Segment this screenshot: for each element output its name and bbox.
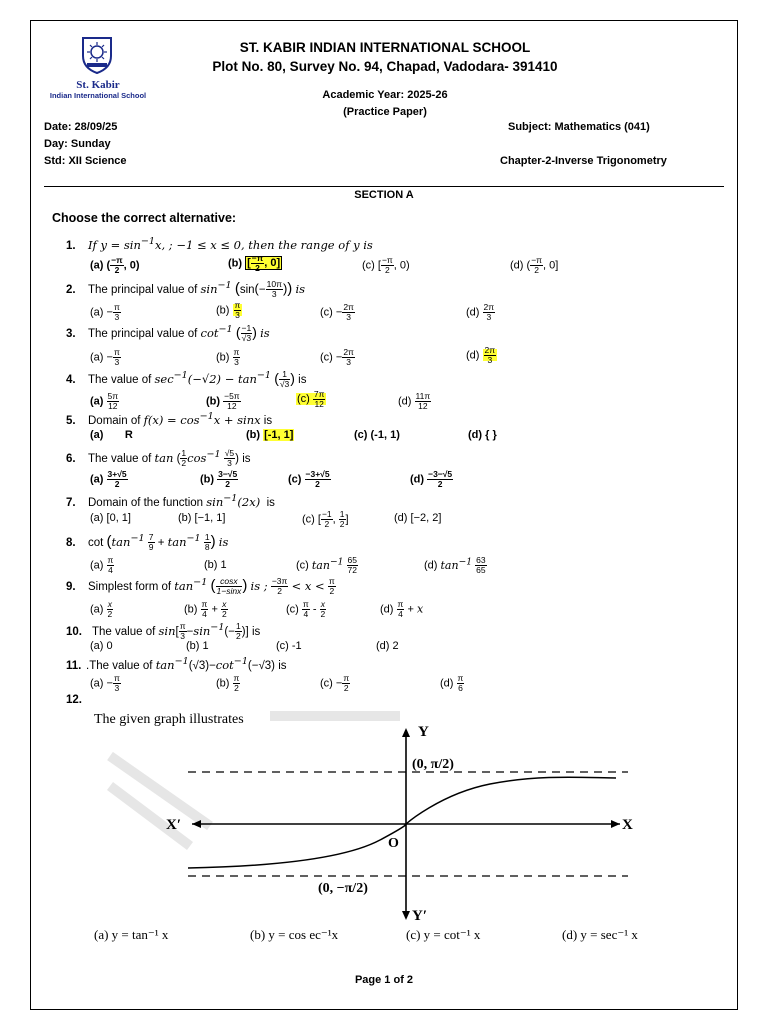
q4-option-b: (b) $\frac{-5\pi}{12}$ xyxy=(206,391,240,411)
school-header xyxy=(150,38,620,76)
top-asymptote-label: (0, π/2) xyxy=(412,757,454,772)
q6-option-c: (c) $\frac{-3+√5}{2}$ xyxy=(288,469,330,489)
chapter-label: Chapter-2-Inverse Trigonometry xyxy=(500,155,667,167)
bottom-asymptote-label: (0, −π/2) xyxy=(318,881,368,896)
q8-option-a: (a) $\frac{\pi}{4}$ xyxy=(90,555,114,575)
school-logo xyxy=(46,36,150,102)
question-7: 7. Domain of the function $\sin^{-1}(2x)$ is xyxy=(66,493,275,509)
question-10: 10. The value of sin[ $\frac{\pi}{3}$ $-\sin^{-1}(-$ $\frac{1}{2}$ )] is xyxy=(66,621,261,642)
graph-caption: The given graph illustrates xyxy=(94,712,244,727)
question-2: 2. The principal value of $\sin^{-1} (\sin(-$ $\frac{10\pi}{3}$ )) is xyxy=(66,279,306,300)
q4-option-a: (a) $\frac{5\pi}{12}$ xyxy=(90,391,119,411)
q6-option-a: (a) $\frac{3+√5}{2}$ xyxy=(90,469,127,489)
school-crest-icon xyxy=(80,36,114,74)
day-label: Day: Sunday xyxy=(44,138,111,150)
subject-label: Subject: Mathematics (041) xyxy=(508,121,650,133)
q5-option-a: (a) R xyxy=(90,429,133,441)
q1-option-b: (b) [ $\frac{-\pi}{2}$ , 0] xyxy=(228,253,281,273)
q7-option-a: (a) [0, 1] xyxy=(90,512,131,524)
q9-option-a: (a) $\frac{x}{2}$ xyxy=(90,599,113,619)
std-label: Std: XII Science xyxy=(44,155,127,167)
question-8: 8. $\cot (\tan^{-1}$ $\frac{7}{9}$ + $\tan^{-1}$ $\frac{1}{8}$ ) is xyxy=(66,532,229,553)
q2-option-d: (d) $\frac{2\pi}{3}$ xyxy=(466,302,495,322)
section-title: SECTION A xyxy=(354,189,414,201)
q6-option-b: (b) $\frac{3-√5}{2}$ xyxy=(200,469,238,489)
page-footer: Page 1 of 2 xyxy=(354,974,414,986)
q4-option-c: (c) $\frac{7\pi}{12}$ xyxy=(297,389,325,409)
q3-option-b: (b) $\frac{\pi}{3}$ xyxy=(216,347,240,367)
watermark-stripes xyxy=(110,716,400,846)
q8-option-c: (c) $\tan^{-1}$ $\frac{65}{72}$ xyxy=(296,555,357,576)
graph-option-c: (c) y = cot⁻¹ x xyxy=(406,927,481,942)
q2-option-b: (b) $\frac{\pi}{3}$ xyxy=(216,300,241,320)
school-name: ST. KABIR INDIAN INTERNATIONAL SCHOOL xyxy=(239,40,531,55)
q10-option-d: (d) 2 xyxy=(376,640,399,652)
q7-option-b: (b) [−1, 1] xyxy=(178,512,226,524)
question-11: 11. .The value of $\tan^{-1}(√3)-\cot^{-1}(-√3)$ is xyxy=(66,656,287,672)
date-label: Date: 28/09/25 xyxy=(44,121,118,133)
origin-label: O xyxy=(388,836,399,851)
q11-option-a: (a) − $\frac{\pi}{3}$ xyxy=(90,673,120,693)
inverse-tan-graph xyxy=(70,706,670,946)
q9-option-c: (c) $\frac{\pi}{4}$ - $\frac{x}{2}$ xyxy=(286,599,326,619)
q1-option-d: (d) ( $\frac{-\pi}{2}$ , 0] xyxy=(510,255,559,275)
q7-option-c: (c) [ $\frac{-1}{2}$ , $\frac{1}{2}$ ] xyxy=(302,509,349,529)
graph-option-d: (d) y = sec⁻¹ x xyxy=(562,927,638,942)
question-number: 1. xyxy=(66,239,76,252)
school-address: Plot No. 80, Survey No. 94, Chapad, Vadodara- 391410 xyxy=(212,59,558,74)
question-3: 3. The principal value of $\cot^{-1}$ ( $\frac{-1}{√3}$ ) is xyxy=(66,323,270,344)
q5-option-c: (c) (-1, 1) xyxy=(354,429,400,441)
q1-option-a: (a) ( $\frac{-\pi}{2}$ , 0) xyxy=(90,255,140,275)
q10-option-c: (c) -1 xyxy=(276,640,302,652)
x-neg-label: X′ xyxy=(166,817,182,833)
q3-option-c: (c) − $\frac{2\pi}{3}$ xyxy=(320,347,354,367)
y-axis-down-arrow-icon xyxy=(402,911,410,920)
q1-option-c: (c) [ $\frac{-\pi}{2}$ , 0) xyxy=(362,255,410,275)
paper-type: (Practice Paper) xyxy=(343,106,427,118)
graph-option-b: (b) y = cos ec⁻¹x xyxy=(250,927,339,942)
y-axis-up-arrow-icon xyxy=(402,728,410,737)
q7-option-d: (d) [−2, 2] xyxy=(394,512,442,524)
x-axis-right-arrow-icon xyxy=(611,820,620,828)
question-4: 4. The value of $\sec^{-1}(-√2) - \tan^{-1}$ ( $\frac{1}{√3}$ ) is xyxy=(66,369,307,390)
question-5: 5. Domain of $f(x) = \cos^{-1}x + \sin x$ is xyxy=(66,411,273,427)
q5-option-d: (d) { } xyxy=(468,429,497,441)
q6-option-d: (d) $\frac{-3-√5}{2}$ xyxy=(410,469,453,489)
instructions: Choose the correct alternative: xyxy=(52,211,237,225)
academic-year: Academic Year: 2025-26 xyxy=(322,89,448,101)
q5-option-b: (b) [-1, 1] xyxy=(246,429,294,441)
logo-subtitle: Indian International School xyxy=(49,91,147,100)
q10-option-a: (a) 0 xyxy=(90,640,113,652)
q8-option-b: (b) 1 xyxy=(204,559,227,571)
q2-option-c: (c) − $\frac{2\pi}{3}$ xyxy=(320,302,354,322)
q11-option-b: (b) $\frac{\pi}{2}$ xyxy=(216,673,240,693)
question-9: 9. Simplest form of $\tan^{-1}$ ( $\frac{\cos x}{1-\sin x}$ ) is ; $\frac{-3\pi}{2}$ < x < $\frac{\pi}{2}$ xyxy=(66,576,335,597)
academic-info xyxy=(260,87,510,121)
question-1: 1. If $y = \sin^{-1}x$, ; −1 ≤ x ≤ 0, then the range of y is xyxy=(66,236,373,252)
y-neg-label: Y′ xyxy=(412,908,428,924)
graph-option-a: (a) y = tan⁻¹ x xyxy=(94,927,169,942)
y-label: Y xyxy=(418,724,429,740)
question-6: 6. The value of tan ( $\frac{1}{2}$ $\cos^{-1}$ $\frac{√5}{3}$ ) is xyxy=(66,448,251,469)
q3-option-d: (d) $\frac{2\pi}{3}$ xyxy=(466,345,496,365)
q11-option-c: (c) − $\frac{\pi}{2}$ xyxy=(320,673,350,693)
q11-option-d: (d) $\frac{\pi}{6}$ xyxy=(440,673,464,693)
q8-option-d: (d) $\tan^{-1}$ $\frac{63}{65}$ xyxy=(424,555,486,576)
q9-option-d: (d) $\frac{\pi}{4}$ + x xyxy=(380,599,424,619)
q10-option-b: (b) 1 xyxy=(186,640,209,652)
x-label: X xyxy=(622,817,633,833)
question-12: 12. xyxy=(66,694,82,706)
q4-option-d: (d) $\frac{11\pi}{12}$ xyxy=(398,391,431,411)
logo-name: St. Kabir xyxy=(76,79,120,91)
header-divider xyxy=(44,186,724,187)
q9-option-b: (b) $\frac{\pi}{4}$ + $\frac{x}{2}$ xyxy=(184,599,227,619)
q3-option-a: (a) − $\frac{\pi}{3}$ xyxy=(90,347,120,367)
q2-option-a: (a) − $\frac{\pi}{3}$ xyxy=(90,302,120,322)
arctan-curve xyxy=(188,777,616,868)
